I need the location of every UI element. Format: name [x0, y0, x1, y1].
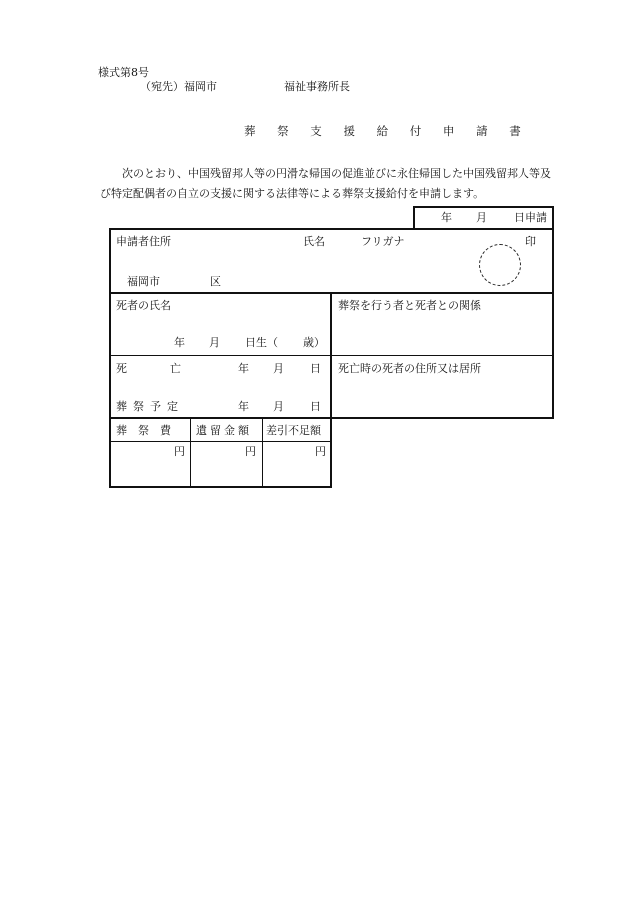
cost-unit-remaining: 円 — [245, 445, 256, 458]
cost-header-funeral: 葬 祭 費 — [116, 424, 171, 437]
cost-header-remaining: 遺留金額 — [196, 424, 252, 437]
funeral-month-label: 月 — [273, 400, 284, 413]
row-divider-2 — [110, 355, 553, 356]
city-label: 福岡市 — [127, 275, 160, 288]
seal-circle — [479, 244, 521, 286]
relation-label: 葬祭を行う者と死者との関係 — [338, 299, 481, 312]
form-number: 様式第8号 — [98, 66, 149, 79]
cost-column-divider-2 — [262, 419, 263, 487]
cost-header-divider — [110, 441, 331, 442]
funeral-year-label: 年 — [238, 400, 249, 413]
cost-header-shortfall: 差引不足額 — [266, 424, 321, 437]
death-month-label: 月 — [273, 362, 284, 375]
addressee: （宛先）福岡市 — [140, 80, 217, 93]
ward-label: 区 — [210, 275, 221, 288]
date-month-label: 月 — [476, 211, 487, 224]
death-year-label: 年 — [238, 362, 249, 375]
deceased-name-label: 死者の氏名 — [116, 299, 171, 312]
date-year-label: 年 — [441, 211, 452, 224]
age-label: 歳） — [303, 336, 325, 349]
applicant-name-label: 氏名 — [303, 235, 325, 248]
death-day-label: 日 — [310, 362, 321, 375]
birth-month-label: 月 — [209, 336, 220, 349]
birth-day-label: 日生（ — [245, 336, 278, 349]
funeral-label: 葬祭予定 — [116, 400, 184, 413]
applicant-address-label: 申請者住所 — [116, 235, 171, 248]
cost-column-divider-1 — [190, 419, 191, 487]
date-day-apply-label: 日申請 — [514, 211, 547, 224]
death-label-2: 亡 — [170, 362, 181, 375]
office-name: 福祉事務所長 — [284, 80, 350, 93]
seal-label: 印 — [525, 235, 536, 248]
cost-unit-funeral: 円 — [174, 445, 185, 458]
birth-year-label: 年 — [174, 336, 185, 349]
death-label-1: 死 — [116, 362, 127, 375]
funeral-day-label: 日 — [310, 400, 321, 413]
cost-unit-shortfall: 円 — [315, 445, 326, 458]
furigana-label: フリガナ — [361, 235, 405, 248]
intro-paragraph: 次のとおり、中国残留邦人等の円滑な帰国の促進並びに永住帰国した中国残留邦人等及び特定配偶者の自立の支援に関する法律等による葬祭支援給付を申請します。 — [100, 167, 551, 200]
deceased-address-label: 死亡時の死者の住所又は居所 — [338, 362, 481, 375]
page-title: 葬 祭 支 援 給 付 申 請 書 — [244, 124, 530, 138]
